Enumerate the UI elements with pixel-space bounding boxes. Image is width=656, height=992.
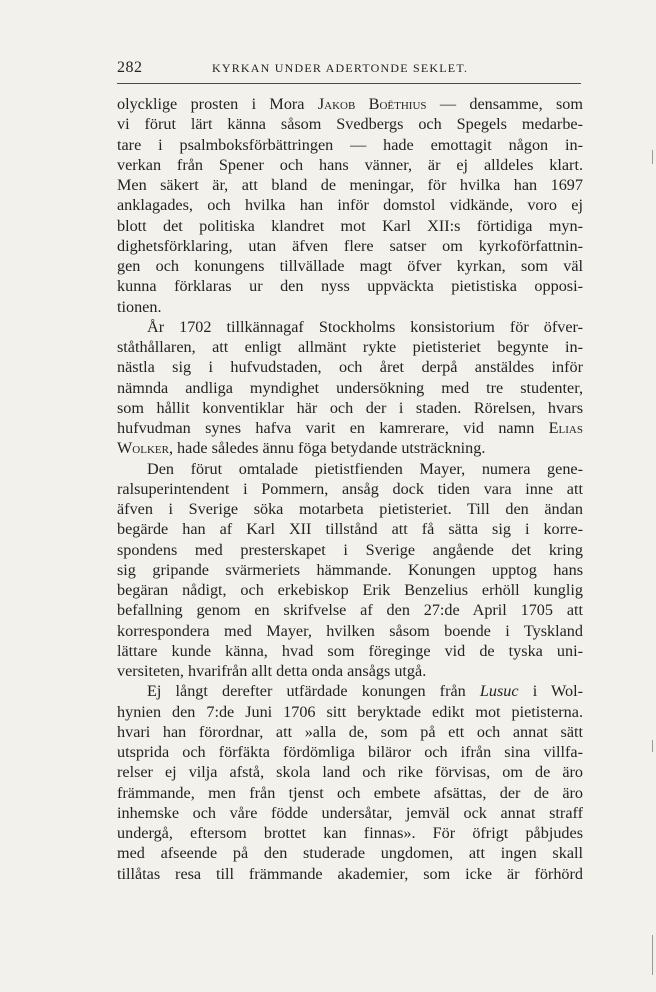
text-line: nämnda andliga myndighet undersökning med tre studenter, [117, 378, 583, 397]
paragraph-1 [117, 94, 583, 317]
text-line: begäran nådigt, och erkebiskop Erik Benzelius erhöll kunglig [117, 581, 583, 599]
text-line: begärde han af Karl XII tillstånd att få sätta sig i korre- [117, 520, 583, 539]
text-line: tionen. [117, 297, 162, 316]
text-line: med afseende på den studerade ungdomen, att ingen skall [117, 844, 583, 863]
text-line: hufvudman synes hafva varit en kamrerare, vid namn Elias [117, 419, 583, 437]
paragraph-2 [117, 317, 583, 459]
text-line: tillåtas resa till främmande akademier, som icke är förhörd [117, 864, 583, 883]
page-edge [648, 0, 656, 992]
body-text [117, 94, 583, 884]
place-name: Lusuc [479, 682, 519, 701]
text-line: kunna förklaras ur den nyss uppväckta pietistiska opposi- [117, 277, 583, 296]
text-line: versiteten, hvarifrån allt detta onda ansågs utgå. [117, 662, 427, 680]
text-line: Men säkert är, att bland de meningar, för hvilka han 1697 [117, 176, 583, 194]
person-name: Jakob Boëthius [317, 95, 427, 113]
text-line: gen och konungens tillvällade magt öfver kyrkan, som väl [117, 257, 583, 275]
text-line: lättare kunde känna, hvad som föreginge vid de tyska uni- [117, 641, 583, 660]
text-line: vi förut lärt känna såsom Svedbergs och Spegels medarbe- [117, 115, 583, 134]
page-header [117, 59, 581, 81]
text-line: undergå, eftersom brottet kan finnas». För öfrigt påbjudes [117, 824, 583, 842]
text-line: tare i psalmboksförbättringen — hade emottagit någon in- [117, 135, 583, 154]
running-head: KYRKAN UNDER ADERTONDE SEKLET. [212, 61, 469, 75]
person-name: Wolker [117, 439, 169, 458]
person-name: Elias [548, 419, 583, 437]
text-line: utsprida och förfäkta fördömliga biläror och ifrån sina villfa- [117, 743, 583, 761]
text-line: dighetsförklaring, utan äfven flere satser om kyrkoförfattnin- [117, 236, 583, 255]
text-line: relser ej vilja afstå, skola land och rike förvisas, om de äro [117, 763, 583, 782]
text-line: ståthållaren, att enligt allmänt rykte pietisteriet begynte in- [117, 338, 583, 356]
text-line: befallning genom en skrifvelse af den 27:de April 1705 att [117, 601, 583, 620]
text-line: korrespondera med Mayer, hvilken såsom boende i Tyskland [117, 621, 583, 640]
text-line: främmande, men från tjenst och embete afsättas, der de äro [117, 783, 583, 802]
paragraph-4 [117, 681, 583, 884]
edge-mark [652, 150, 653, 164]
text-line: verkan från Spener och hans vänner, är ej alldeles klart. [117, 155, 583, 174]
text-line: blott det politiska klandret mot Karl XII:s förtidiga myn- [117, 216, 583, 235]
edge-mark [652, 935, 653, 975]
text-line: År 1702 tillkännagaf Stockholms konsistorium för öfver- [147, 317, 583, 336]
text-line: sig gripande svärmeriets hämmande. Konungen upptog hans [117, 560, 583, 579]
edge-mark [652, 740, 653, 752]
page-number: 282 [117, 59, 143, 76]
text-line: Wolker, hade således ännu föga betydande utsträckning. [117, 439, 486, 458]
text-line: anklagades, och hvilka han inför domstol vidkände, voro ej [117, 196, 583, 215]
text-line: olycklige prosten i Mora Jakob Boëthius — densamme, som [117, 95, 583, 113]
text-line: äfven i Sverige söka motarbeta pietisteriet. Till den ändan [117, 500, 583, 518]
text-line: spondens med presterskapet i Sverige angående det kring [117, 540, 583, 559]
text-line: inhemske och våre födde undersåtar, jemväl ock annat straff [117, 803, 583, 822]
text-line: hynien den 7:de Juni 1706 sitt beryktade edikt mot pietisterna. [117, 702, 583, 721]
paragraph-3 [117, 459, 583, 682]
text-line: Den förut omtalade pietistfienden Mayer, numera gene- [147, 459, 583, 478]
text-line: Ej långt derefter utfärdade konungen från Lusuc i Wol- [147, 682, 583, 701]
header-rule [117, 83, 581, 84]
text-line: hvari han förordnar, att »alla de, som på ett och annat sätt [117, 722, 583, 741]
text-line: nästla sig i hufvudstaden, och året derpå anstäldes inför [117, 358, 583, 377]
text-line: ralsuperintendent i Pommern, ansåg dock tiden vara inne att [117, 479, 583, 498]
text-line: som hållit konventiklar här och der i staden. Rörelsen, hvars [117, 398, 583, 417]
